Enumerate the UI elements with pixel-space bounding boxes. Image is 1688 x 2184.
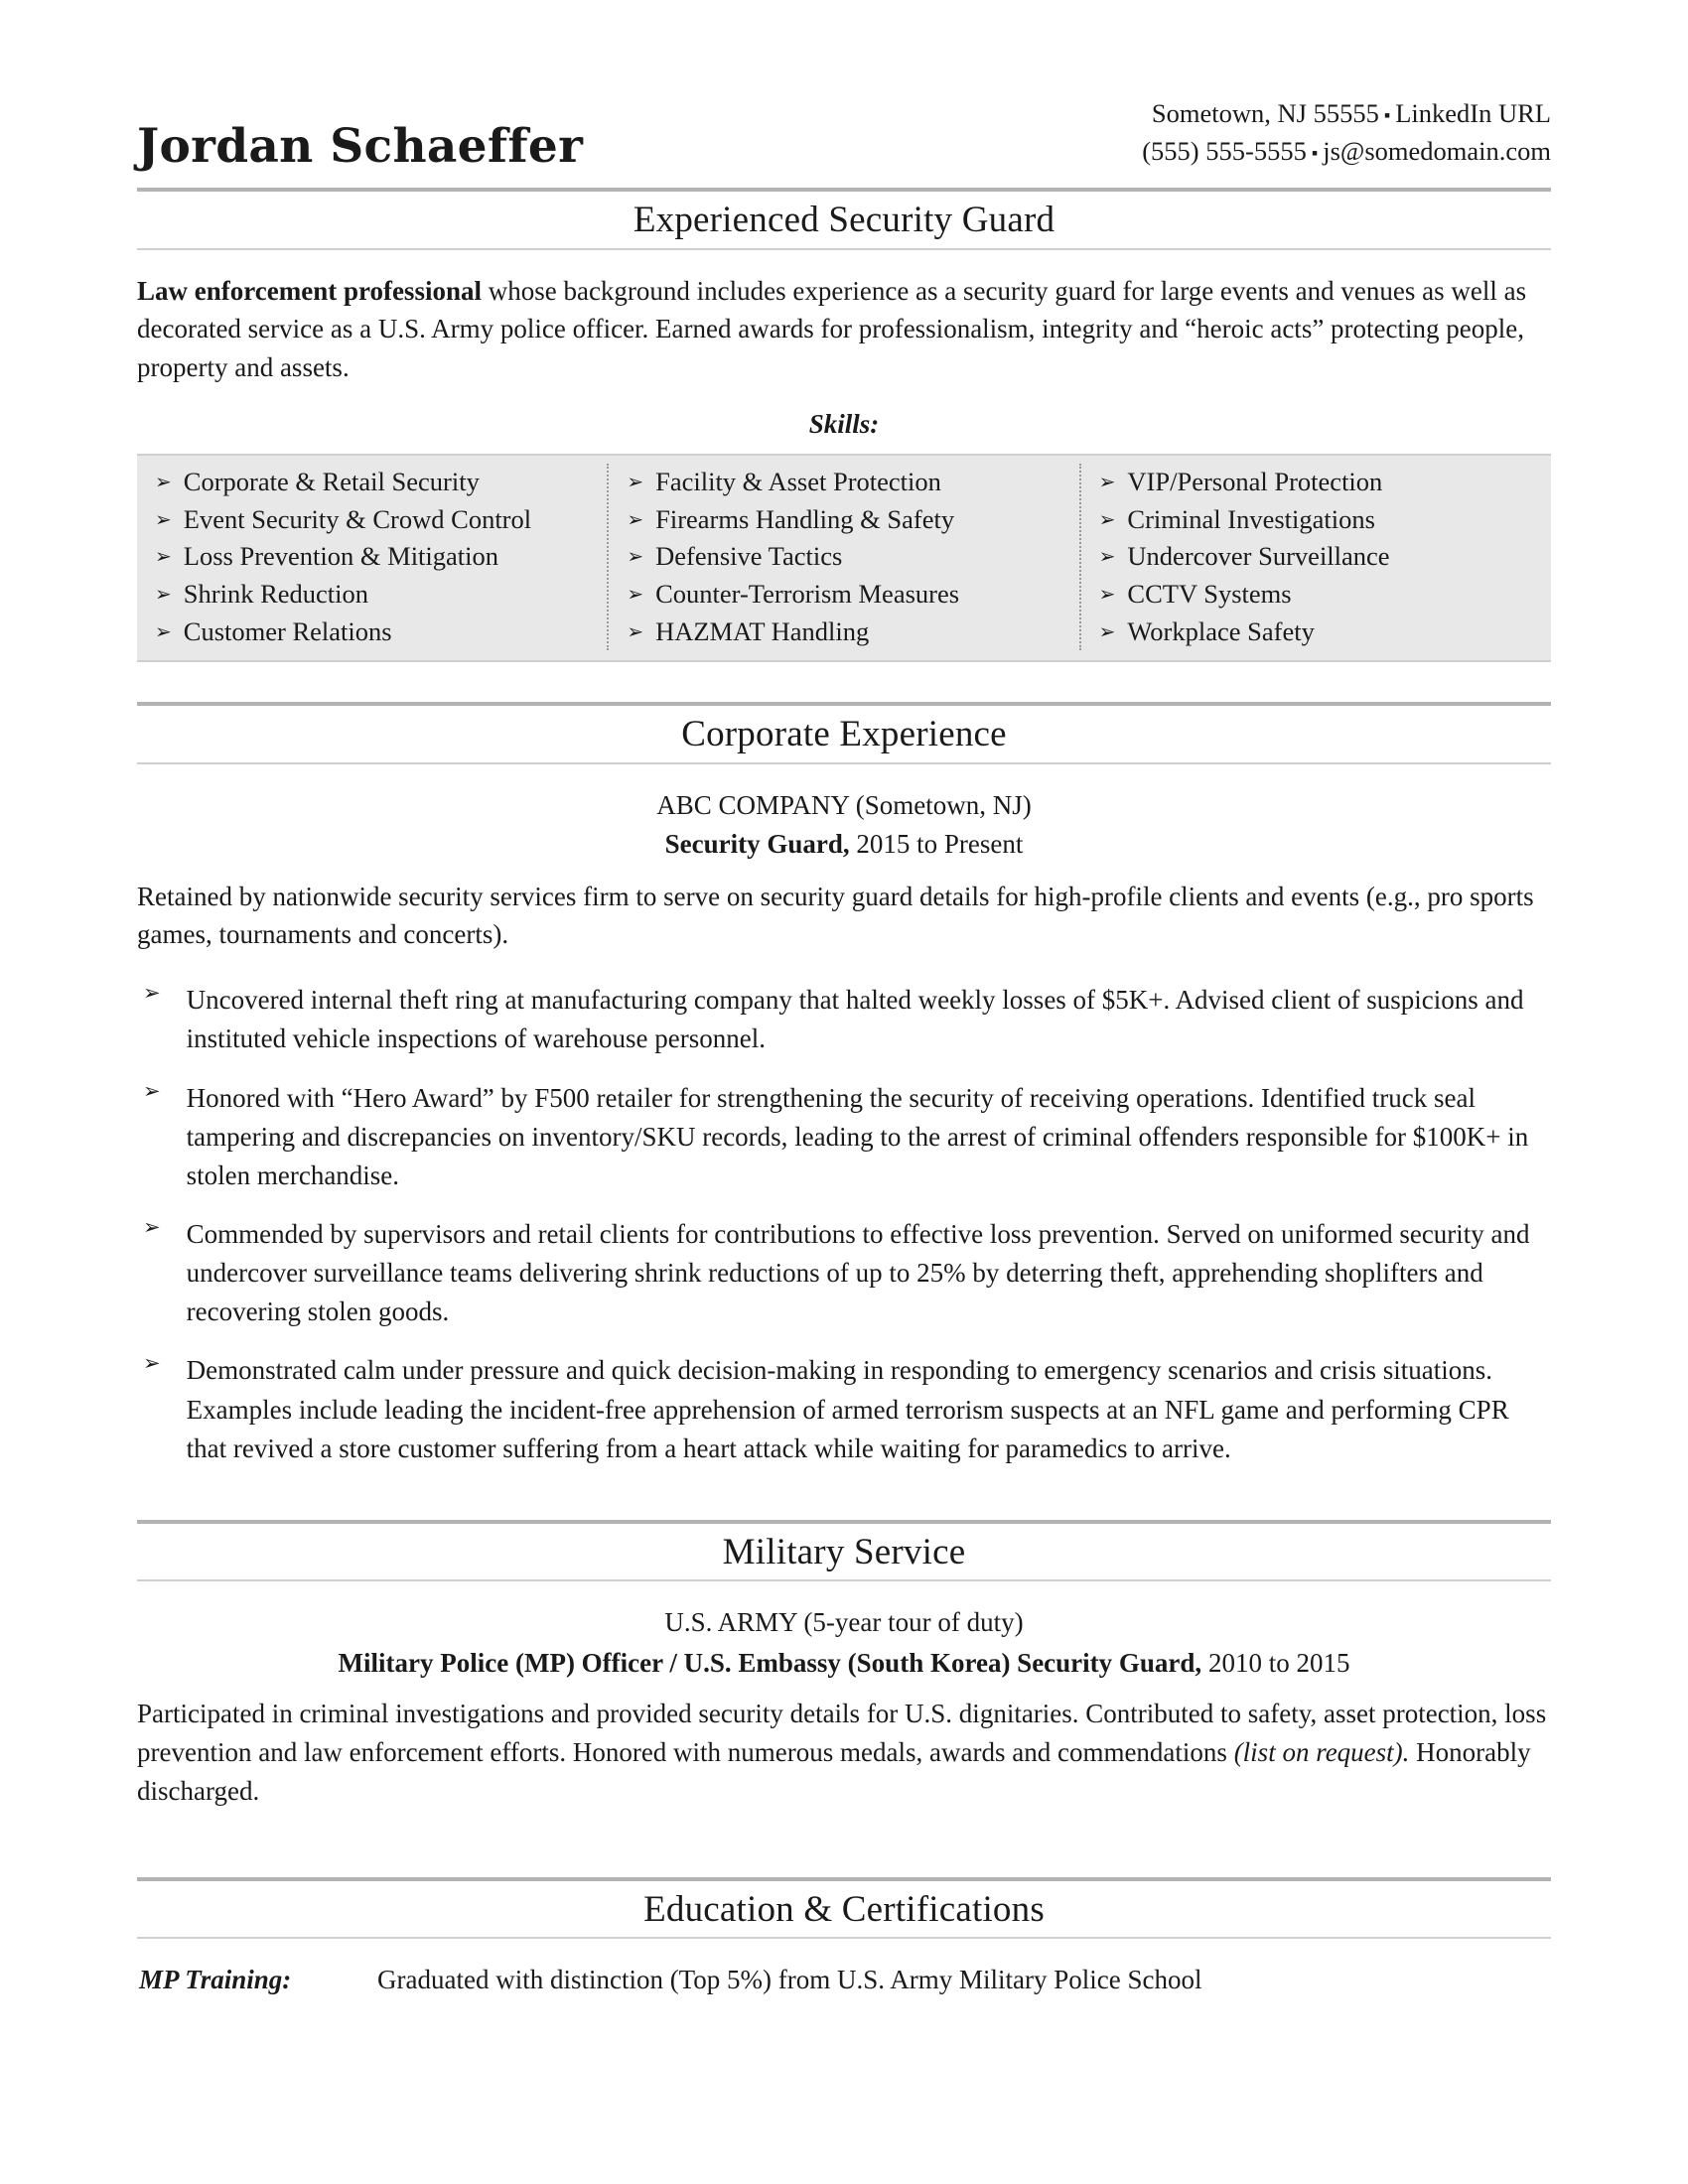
divider-thin: [137, 1579, 1551, 1581]
skills-column-3: [1079, 464, 1551, 650]
section-title-education: Education & Certifications: [643, 1888, 1045, 1930]
skill-label: Firearms Handling & Safety: [655, 503, 955, 534]
skill-item: [155, 501, 597, 539]
contact-line-2: [1142, 133, 1551, 171]
education-value: Graduated with distinction (Top 5%) from U.S. Army Military Police School: [377, 1964, 1202, 1994]
arrow-bullet-icon: ➢: [143, 1078, 161, 1103]
summary-rest: whose background includes experience as a security guard for large events and venues as well as decorated service as a U.S. Army police officer. Earned awards for professionalism, integrity and “heroic acts” protecting people, property and assets.: [137, 275, 1527, 383]
skill-item: [1099, 464, 1541, 501]
divider-thin: [137, 248, 1551, 250]
skill-item: [627, 576, 1068, 614]
skill-label: Criminal Investigations: [1127, 503, 1375, 534]
job-company: ABC COMPANY (Sometown, NJ): [656, 789, 1032, 820]
skill-item: [1099, 614, 1541, 651]
education-label: MP Training:: [139, 1964, 292, 1994]
spacer: [137, 1838, 1551, 1871]
bullet-item: [137, 1215, 1551, 1331]
skill-item: [155, 538, 597, 576]
bullet-item: [137, 981, 1551, 1058]
military-dates: 2010 to 2015: [1201, 1648, 1350, 1679]
spacer: [137, 662, 1551, 696]
contact-email[interactable]: js@somedomain.com: [1323, 135, 1551, 166]
skill-item: [1099, 538, 1541, 576]
skill-label: Defensive Tactics: [655, 541, 843, 572]
arrow-bullet-icon: ➢: [627, 506, 644, 531]
job-role: Security Guard,: [664, 828, 850, 859]
resume-header: [137, 95, 1551, 182]
contact-line-1: [1142, 95, 1551, 133]
arrow-bullet-icon: ➢: [1098, 506, 1116, 531]
skill-item: [627, 538, 1068, 576]
military-role: [137, 1648, 1551, 1679]
bullet-item: [137, 1351, 1551, 1467]
skill-label: Corporate & Retail Security: [183, 467, 480, 497]
divider-thin: [137, 762, 1551, 764]
skill-item: [155, 576, 597, 614]
skill-item: [627, 464, 1068, 501]
skill-label: HAZMAT Handling: [655, 615, 870, 646]
skill-label: Undercover Surveillance: [1127, 541, 1390, 572]
skill-label: Counter-Terrorism Measures: [655, 579, 960, 609]
headline: Experienced Security Guard: [633, 200, 1055, 241]
military-description: [137, 1695, 1551, 1811]
arrow-bullet-icon: ➢: [1098, 544, 1116, 569]
skills-label: Skills:: [808, 409, 880, 440]
contact-linkedin[interactable]: LinkedIn URL: [1395, 98, 1551, 128]
page-title: Jordan Schaeffer: [137, 118, 584, 174]
bullet-text: Commended by supervisors and retail clients for contributions to effective loss prevention. Served on uniformed security and undercover surveillance teams delivering shrink reductions of up to 25% by deterring theft, apprehending shoplifters and recovering stolen goods.: [186, 1218, 1530, 1327]
bullet-text: Uncovered internal theft ring at manufacturing company that halted weekly losses of $5K+. Advised client of suspicions and instituted vehicle inspections of warehouse personnel.: [186, 985, 1524, 1054]
bullet-text: Demonstrated calm under pressure and quick decision-making in responding to emergency scenarios and crisis situations. Examples include leading the incident-free apprehension of armed terrorism suspects at an NFL game and performing CPR that revived a store customer suffering from a heart attack while waiting for paramedics to arrive.: [186, 1355, 1509, 1463]
arrow-bullet-icon: ➢: [627, 470, 644, 494]
skill-item: [1099, 576, 1541, 614]
arrow-bullet-icon: ➢: [155, 582, 172, 606]
contact-block: [1142, 95, 1551, 176]
arrow-bullet-icon: ➢: [1098, 582, 1116, 606]
arrow-bullet-icon: ➢: [627, 544, 644, 569]
education-row: [137, 1965, 1551, 1995]
arrow-bullet-icon: ➢: [155, 470, 172, 494]
arrow-bullet-icon: ➢: [143, 981, 161, 1006]
arrow-bullet-icon: ➢: [155, 506, 172, 531]
military-description-part2: Honorably discharged.: [137, 1736, 1531, 1806]
spacer: [137, 1488, 1551, 1514]
military-organization: U.S. ARMY (5-year tour of duty): [664, 1607, 1024, 1638]
skill-label: Workplace Safety: [1127, 615, 1315, 646]
military-description-part1: Participated in criminal investigations and provided security details for U.S. dignitaries. Contributed to safety, asset protection, loss prevention and law enforcement efforts. Honored with numerous medals, awards and commendations: [137, 1699, 1547, 1767]
skill-label: Facility & Asset Protection: [655, 467, 941, 497]
skill-label: Shrink Reduction: [183, 579, 368, 609]
arrow-bullet-icon: ➢: [1098, 618, 1116, 643]
skill-label: CCTV Systems: [1127, 579, 1292, 609]
skills-column-2: [607, 464, 1078, 650]
arrow-bullet-icon: ➢: [1098, 470, 1116, 494]
skills-column-1: [137, 464, 607, 650]
contact-phone: (555) 555-5555: [1142, 135, 1307, 166]
job-dates: 2015 to Present: [849, 828, 1024, 859]
skill-label: Loss Prevention & Mitigation: [183, 541, 499, 572]
separator-icon: ▪: [1311, 142, 1319, 163]
skill-label: VIP/Personal Protection: [1127, 467, 1383, 497]
section-title-military: Military Service: [722, 1531, 966, 1572]
experience-bullets: [137, 981, 1551, 1468]
arrow-bullet-icon: ➢: [155, 544, 172, 569]
skill-item: [627, 614, 1068, 651]
arrow-bullet-icon: ➢: [627, 618, 644, 643]
divider-thin: [137, 1937, 1551, 1939]
section-title-experience: Corporate Experience: [681, 714, 1007, 755]
military-description-italic: (list on request).: [1233, 1736, 1410, 1767]
skills-table: [137, 454, 1551, 662]
military-role-title: Military Police (MP) Officer / U.S. Embassy (South Korea) Security Guard,: [338, 1648, 1202, 1679]
job-intro: Retained by nationwide security services firm to serve on security guard details for high-profile clients and events (e.g., pro sports games, tournaments and concerts).: [137, 881, 1534, 950]
arrow-bullet-icon: ➢: [627, 582, 644, 606]
contact-location: Sometown, NJ 55555: [1151, 98, 1379, 128]
job-title: [137, 829, 1551, 860]
skill-item: [155, 464, 597, 501]
summary-lead: Law enforcement professional: [137, 275, 482, 306]
skill-item: [627, 501, 1068, 539]
arrow-bullet-icon: ➢: [155, 618, 172, 643]
arrow-bullet-icon: ➢: [143, 1351, 161, 1376]
arrow-bullet-icon: ➢: [143, 1214, 161, 1239]
skill-item: [155, 614, 597, 651]
skill-item: [1099, 501, 1541, 539]
skill-label: Event Security & Crowd Control: [183, 503, 532, 534]
bullet-item: [137, 1079, 1551, 1195]
bullet-text: Honored with “Hero Award” by F500 retailer for strengthening the security of receiving operations. Identified truck seal tampering and discrepancies on inventory/SKU records, leading to the arrest of criminal offenders responsible for $100K+ in stolen merchandise.: [186, 1082, 1529, 1190]
summary-paragraph: [137, 272, 1551, 388]
separator-icon: ▪: [1383, 105, 1391, 126]
skill-label: Customer Relations: [183, 615, 392, 646]
